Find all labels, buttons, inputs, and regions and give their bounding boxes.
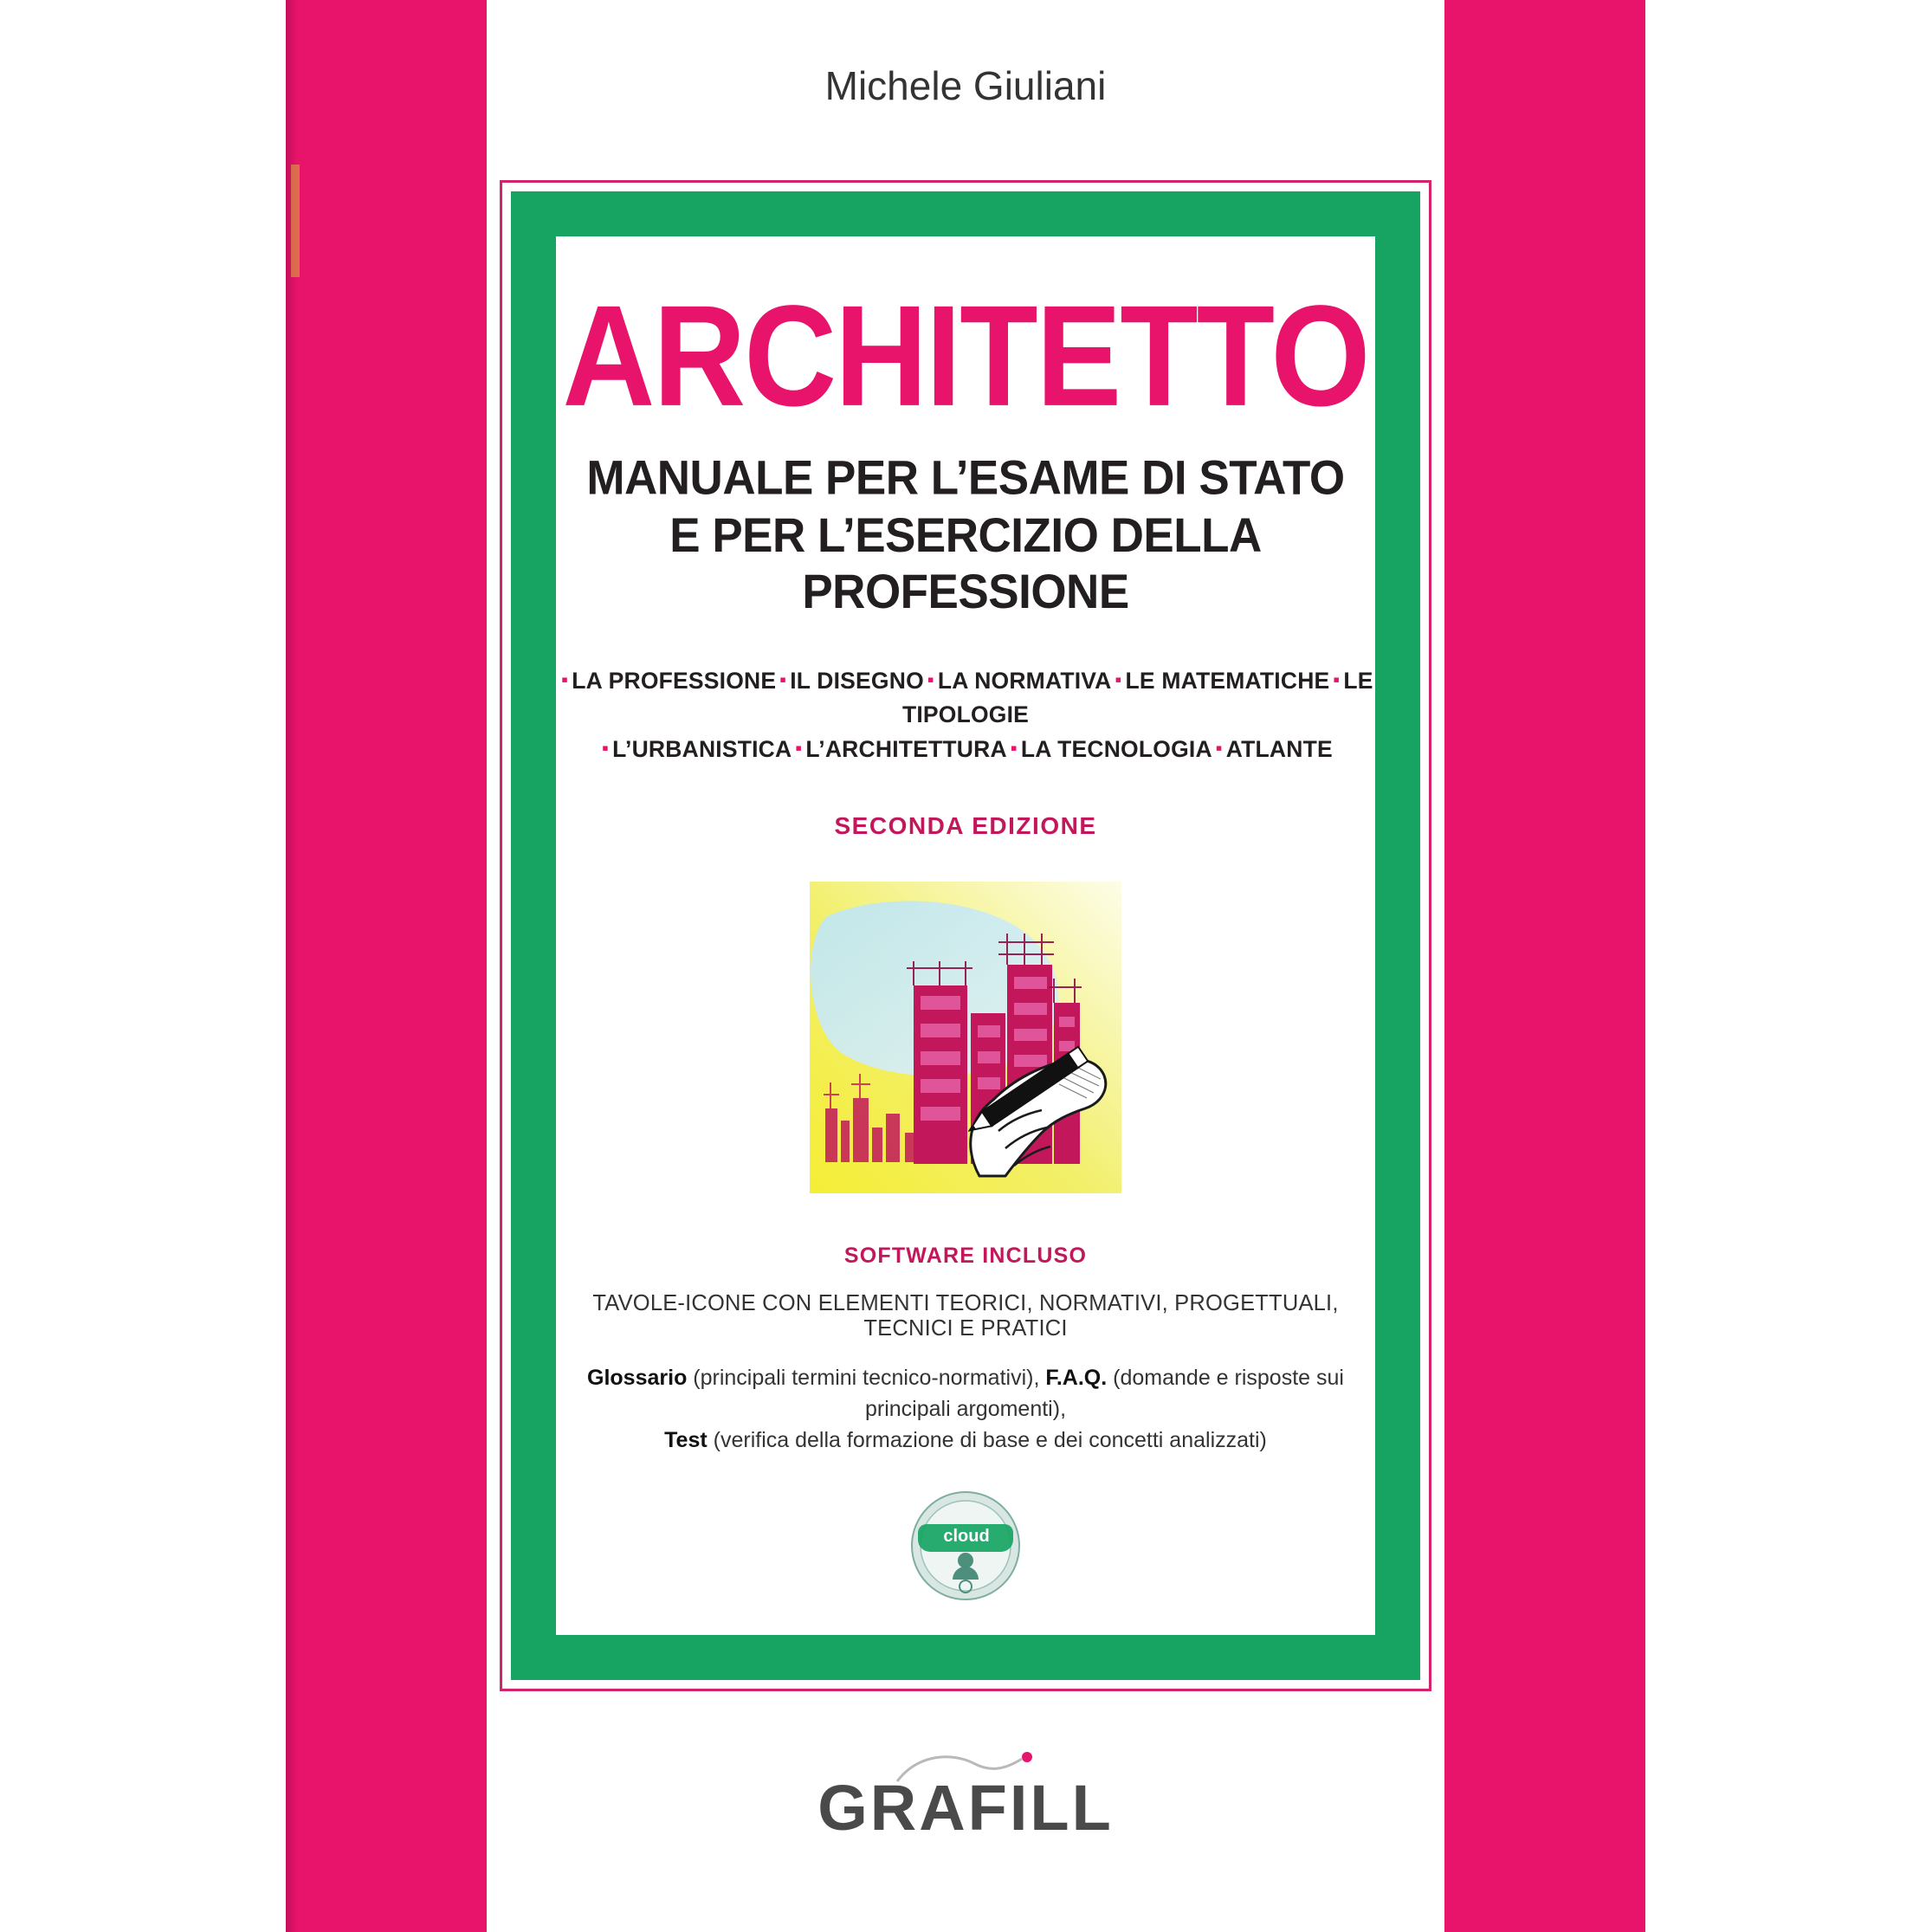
software-title: SOFTWARE INCLUSO xyxy=(843,1243,1088,1268)
faq-label: F.A.Q. xyxy=(1045,1365,1108,1390)
cover-illustration xyxy=(810,882,1121,1193)
book-cover xyxy=(286,0,1645,1932)
edition-label: SECONDA EDIZIONE xyxy=(834,811,1097,839)
software-section xyxy=(556,1244,1375,1457)
test-label: Test xyxy=(664,1428,708,1453)
grafill-cloud-badge xyxy=(909,1489,1022,1602)
spine-mark xyxy=(291,165,300,277)
topics-line-2: ▪ L’URBANISTICA ▪ L’ARCHITETTURA ▪ LA TECNOLOGIA ▪ ATLANTE xyxy=(602,736,1333,763)
software-description-line1 xyxy=(587,1362,1344,1425)
faq-text: (domande e risposte sui principali argomenti), xyxy=(864,1365,1344,1422)
glossario-text: (principali termini tecnico-normativi), xyxy=(687,1365,1046,1390)
software-description-line2 xyxy=(587,1425,1344,1456)
publisher-name: GRAFILL xyxy=(817,1772,1114,1844)
cover-frame xyxy=(500,180,1431,1691)
book-title: ARCHITETTO xyxy=(562,275,1369,436)
cover-frame-green xyxy=(511,191,1420,1680)
cover-content xyxy=(556,236,1375,1635)
cloud-badge-icon xyxy=(909,1489,1022,1602)
construction-drawing-illustration xyxy=(810,882,1121,1193)
publisher-area xyxy=(487,1691,1444,1932)
glossario-label: Glossario xyxy=(587,1365,688,1390)
software-description xyxy=(556,1362,1375,1457)
author-name: Michele Giuliani xyxy=(824,63,1107,108)
book-subtitle xyxy=(556,450,1375,621)
book-subtitle-line2: E PER L’ESERCIZIO DELLA PROFESSIONE xyxy=(669,508,1262,619)
cloud-badge-label: cloud xyxy=(943,1526,990,1546)
author-band xyxy=(487,0,1444,180)
topics-line-1: ▪ LA PROFESSIONE ▪ IL DISEGNO ▪ LA NORMATIVA ▪ LE MATEMATICHE ▪ LE TIPOLOGIE xyxy=(561,667,1373,728)
software-line: TAVOLE-ICONE CON ELEMENTI TEORICI, NORMATIVI, PROGETTUALI, TECNICI E PRATICI xyxy=(592,1290,1339,1341)
book-subtitle-line1: MANUALE PER L’ESAME DI STATO xyxy=(586,451,1345,506)
topics-list xyxy=(556,664,1375,767)
test-text: (verifica della formazione di base e dei concetti analizzati) xyxy=(707,1428,1267,1453)
book-spine xyxy=(286,0,305,1932)
